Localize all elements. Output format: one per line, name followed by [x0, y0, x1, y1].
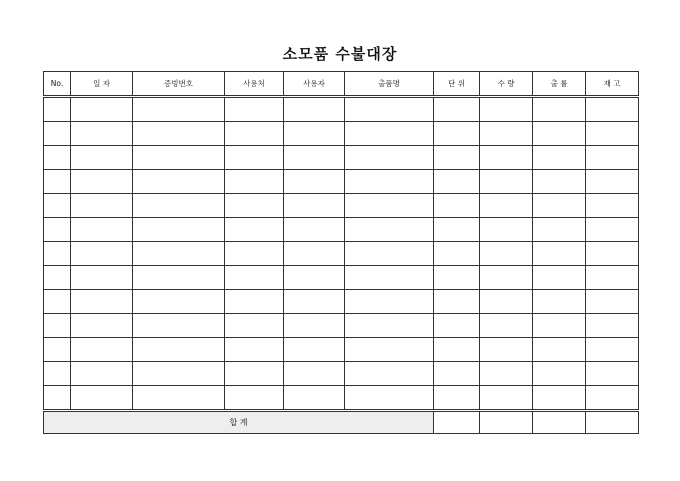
col-header-quantity: 수 량 [480, 72, 533, 97]
cell-voucher-no[interactable] [133, 194, 225, 218]
cell-item-name[interactable] [345, 218, 434, 242]
table-row [44, 386, 639, 411]
table-row [44, 170, 639, 194]
total-row [44, 411, 639, 434]
cell-issue[interactable] [533, 97, 586, 122]
cell-voucher-no[interactable] [133, 146, 225, 170]
cell-voucher-no[interactable] [133, 97, 225, 122]
cell-stock[interactable] [586, 242, 639, 266]
cell-no[interactable] [44, 122, 71, 146]
col-header-no: No. [44, 72, 71, 97]
col-header-usage-place: 사용처 [225, 72, 284, 97]
cell-voucher-no[interactable] [133, 338, 225, 362]
col-header-item-name: 출품명 [345, 72, 434, 97]
cell-issue[interactable] [533, 386, 586, 411]
cell-date[interactable] [71, 97, 133, 122]
cell-unit[interactable] [434, 362, 480, 386]
cell-stock[interactable] [586, 386, 639, 411]
table-row [44, 314, 639, 338]
cell-quantity[interactable] [480, 314, 533, 338]
cell-quantity[interactable] [480, 386, 533, 411]
cell-unit[interactable] [434, 97, 480, 122]
cell-unit[interactable] [434, 290, 480, 314]
col-header-unit: 단 위 [434, 72, 480, 97]
supplies-ledger-table [43, 71, 639, 434]
cell-user[interactable] [284, 97, 345, 122]
cell-issue[interactable] [533, 314, 586, 338]
page-title: 소모품 수불대장 [282, 45, 398, 63]
cell-no[interactable] [44, 170, 71, 194]
cell-quantity[interactable] [480, 194, 533, 218]
total-issue-cell[interactable] [533, 411, 586, 434]
cell-no[interactable] [44, 194, 71, 218]
cell-stock[interactable] [586, 146, 639, 170]
cell-user[interactable] [284, 122, 345, 146]
table-row [44, 97, 639, 122]
cell-quantity[interactable] [480, 97, 533, 122]
cell-issue[interactable] [533, 146, 586, 170]
cell-usage-place[interactable] [225, 338, 284, 362]
col-header-voucher-no: 증빙번호 [133, 72, 225, 97]
table-row [44, 290, 639, 314]
cell-voucher-no[interactable] [133, 242, 225, 266]
cell-voucher-no[interactable] [133, 386, 225, 411]
cell-item-name[interactable] [345, 97, 434, 122]
cell-item-name[interactable] [345, 170, 434, 194]
cell-no[interactable] [44, 266, 71, 290]
cell-quantity[interactable] [480, 242, 533, 266]
cell-item-name[interactable] [345, 122, 434, 146]
cell-date[interactable] [71, 218, 133, 242]
cell-issue[interactable] [533, 266, 586, 290]
cell-item-name[interactable] [345, 242, 434, 266]
cell-voucher-no[interactable] [133, 170, 225, 194]
cell-user[interactable] [284, 314, 345, 338]
cell-issue[interactable] [533, 122, 586, 146]
cell-quantity[interactable] [480, 290, 533, 314]
cell-voucher-no[interactable] [133, 266, 225, 290]
total-stock-cell[interactable] [586, 411, 639, 434]
cell-unit[interactable] [434, 338, 480, 362]
cell-stock[interactable] [586, 218, 639, 242]
cell-issue[interactable] [533, 242, 586, 266]
col-header-stock: 재 고 [586, 72, 639, 97]
cell-usage-place[interactable] [225, 218, 284, 242]
cell-user[interactable] [284, 194, 345, 218]
cell-unit[interactable] [434, 122, 480, 146]
cell-user[interactable] [284, 362, 345, 386]
cell-date[interactable] [71, 386, 133, 411]
cell-user[interactable] [284, 290, 345, 314]
cell-stock[interactable] [586, 362, 639, 386]
cell-item-name[interactable] [345, 290, 434, 314]
cell-issue[interactable] [533, 362, 586, 386]
cell-voucher-no[interactable] [133, 122, 225, 146]
cell-item-name[interactable] [345, 266, 434, 290]
ledger-body [44, 97, 639, 411]
cell-no[interactable] [44, 386, 71, 411]
cell-date[interactable] [71, 266, 133, 290]
cell-voucher-no[interactable] [133, 362, 225, 386]
cell-no[interactable] [44, 146, 71, 170]
cell-quantity[interactable] [480, 338, 533, 362]
cell-date[interactable] [71, 170, 133, 194]
cell-no[interactable] [44, 97, 71, 122]
cell-quantity[interactable] [480, 218, 533, 242]
col-header-issue: 출 률 [533, 72, 586, 97]
col-header-date: 일 자 [71, 72, 133, 97]
cell-date[interactable] [71, 362, 133, 386]
cell-usage-place[interactable] [225, 314, 284, 338]
cell-no[interactable] [44, 314, 71, 338]
cell-stock[interactable] [586, 122, 639, 146]
cell-issue[interactable] [533, 338, 586, 362]
cell-quantity[interactable] [480, 122, 533, 146]
cell-stock[interactable] [586, 266, 639, 290]
cell-date[interactable] [71, 314, 133, 338]
cell-item-name[interactable] [345, 146, 434, 170]
cell-issue[interactable] [533, 290, 586, 314]
cell-item-name[interactable] [345, 314, 434, 338]
cell-quantity[interactable] [480, 146, 533, 170]
cell-user[interactable] [284, 218, 345, 242]
cell-quantity[interactable] [480, 170, 533, 194]
cell-unit[interactable] [434, 266, 480, 290]
cell-usage-place[interactable] [225, 362, 284, 386]
cell-usage-place[interactable] [225, 170, 284, 194]
cell-stock[interactable] [586, 314, 639, 338]
table-row [44, 194, 639, 218]
cell-voucher-no[interactable] [133, 314, 225, 338]
cell-no[interactable] [44, 242, 71, 266]
cell-date[interactable] [71, 338, 133, 362]
cell-issue[interactable] [533, 170, 586, 194]
cell-user[interactable] [284, 386, 345, 411]
cell-issue[interactable] [533, 218, 586, 242]
cell-usage-place[interactable] [225, 266, 284, 290]
cell-date[interactable] [71, 146, 133, 170]
total-quantity-cell[interactable] [480, 411, 533, 434]
cell-user[interactable] [284, 146, 345, 170]
cell-unit[interactable] [434, 194, 480, 218]
cell-voucher-no[interactable] [133, 290, 225, 314]
cell-item-name[interactable] [345, 194, 434, 218]
cell-no[interactable] [44, 290, 71, 314]
cell-stock[interactable] [586, 170, 639, 194]
cell-item-name[interactable] [345, 386, 434, 411]
cell-usage-place[interactable] [225, 290, 284, 314]
cell-user[interactable] [284, 242, 345, 266]
table-row [44, 362, 639, 386]
cell-no[interactable] [44, 338, 71, 362]
table-row [44, 242, 639, 266]
cell-quantity[interactable] [480, 266, 533, 290]
cell-quantity[interactable] [480, 362, 533, 386]
cell-unit[interactable] [434, 170, 480, 194]
table-row [44, 266, 639, 290]
cell-stock[interactable] [586, 97, 639, 122]
cell-date[interactable] [71, 194, 133, 218]
table-row [44, 338, 639, 362]
cell-unit[interactable] [434, 218, 480, 242]
cell-user[interactable] [284, 266, 345, 290]
cell-date[interactable] [71, 290, 133, 314]
cell-usage-place[interactable] [225, 242, 284, 266]
total-label: 합 계 [44, 411, 434, 434]
cell-user[interactable] [284, 338, 345, 362]
cell-unit[interactable] [434, 386, 480, 411]
cell-stock[interactable] [586, 338, 639, 362]
cell-unit[interactable] [434, 242, 480, 266]
cell-stock[interactable] [586, 290, 639, 314]
total-unit-cell[interactable] [434, 411, 480, 434]
cell-usage-place[interactable] [225, 122, 284, 146]
cell-unit[interactable] [434, 146, 480, 170]
cell-user[interactable] [284, 170, 345, 194]
cell-item-name[interactable] [345, 338, 434, 362]
cell-stock[interactable] [586, 194, 639, 218]
table-row [44, 146, 639, 170]
cell-date[interactable] [71, 242, 133, 266]
header-row [44, 72, 639, 97]
cell-usage-place[interactable] [225, 194, 284, 218]
cell-unit[interactable] [434, 314, 480, 338]
table-row [44, 218, 639, 242]
cell-voucher-no[interactable] [133, 218, 225, 242]
col-header-user: 사용자 [284, 72, 345, 97]
cell-usage-place[interactable] [225, 386, 284, 411]
cell-date[interactable] [71, 122, 133, 146]
table-row [44, 122, 639, 146]
cell-item-name[interactable] [345, 362, 434, 386]
cell-no[interactable] [44, 362, 71, 386]
cell-issue[interactable] [533, 194, 586, 218]
cell-usage-place[interactable] [225, 97, 284, 122]
cell-usage-place[interactable] [225, 146, 284, 170]
cell-no[interactable] [44, 218, 71, 242]
